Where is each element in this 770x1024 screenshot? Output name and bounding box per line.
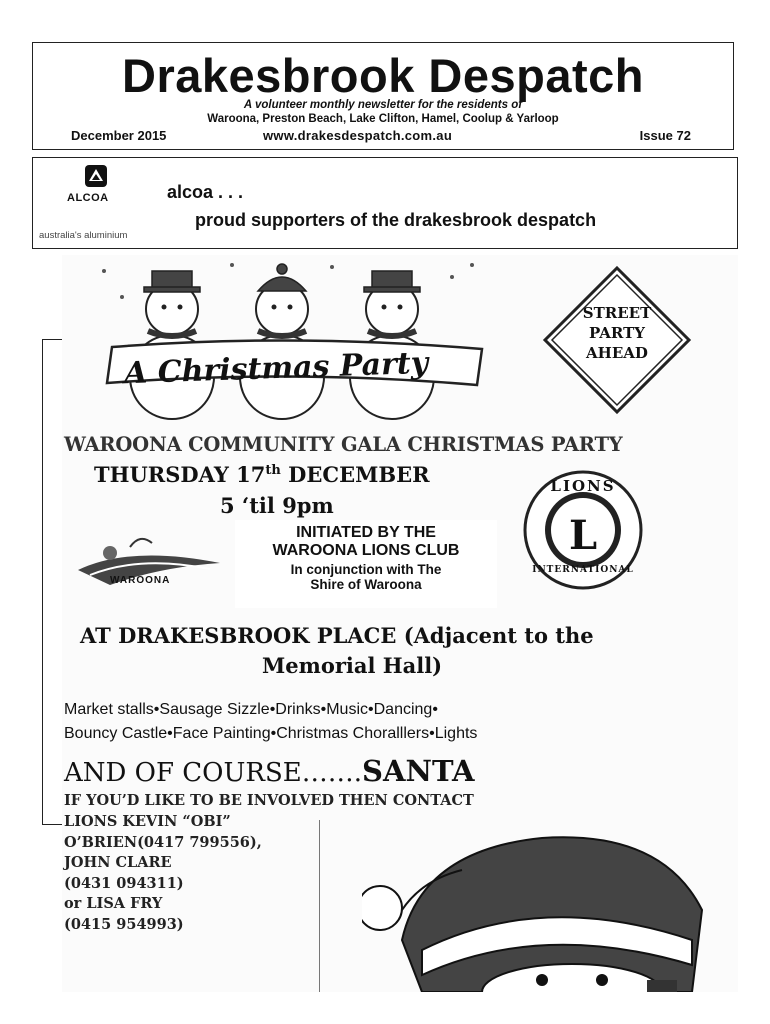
initiated-line-3: In conjunction with The — [290, 562, 442, 577]
shire-logo-text: WAROONA — [110, 575, 171, 586]
contact-line: O’BRIEN(0417 799556), — [64, 833, 262, 851]
contact-line: (0415 954993) — [64, 915, 184, 933]
contact-heading: IF YOU’D LIKE TO BE INVOLVED THEN CONTACT — [64, 792, 474, 809]
contact-line: (0431 094311) — [64, 874, 184, 892]
event-place-line-1: AT DRAKESBROOK PLACE (Adjacent to the — [80, 623, 594, 648]
divider-line — [319, 820, 320, 992]
event-time: 5 ‘til 9pm — [220, 493, 334, 518]
contact-bracket — [42, 339, 64, 825]
date-suffix: th — [265, 463, 281, 478]
activities-line-1: Market stalls•Sausage Sizzle•Drinks•Music•Dancing• — [64, 701, 438, 718]
newsletter-title: Drakesbrook Despatch — [122, 49, 644, 102]
masthead — [32, 42, 734, 150]
initiated-by-box — [235, 520, 497, 608]
sponsor-line-2: proud supporters of the drakesbrook despatch — [195, 210, 597, 230]
contact-details — [64, 812, 262, 935]
course-prefix: AND OF COURSE……. — [64, 758, 363, 788]
street-sign-text — [542, 303, 692, 363]
and-of-course-santa — [64, 754, 474, 788]
date-day: THURSDAY 17 — [94, 462, 266, 487]
contact-line: JOHN CLARE — [64, 854, 172, 871]
newsletter-tagline: A volunteer monthly newsletter for the residents of — [243, 99, 523, 111]
street-sign-line: PARTY — [589, 324, 645, 342]
sponsor-line-1: alcoa . . . — [167, 182, 244, 202]
activities-line-2: Bouncy Castle•Face Painting•Christmas Choralllers•Lights — [64, 725, 478, 742]
street-sign-line: STREET — [582, 304, 652, 322]
issue-number: Issue 72 — [639, 128, 691, 143]
lions-logo-bottom-text: INTERNATIONAL — [532, 565, 634, 575]
initiated-line-1: INITIATED BY THE — [296, 524, 436, 541]
christmas-party-banner: A Christmas Party — [123, 345, 429, 392]
gala-title: WAROONA COMMUNITY GALA CHRISTMAS PARTY — [64, 433, 623, 456]
alcoa-logo-subtext: australia's aluminium — [39, 230, 128, 241]
event-date — [94, 462, 430, 487]
date-month: DECEMBER — [280, 462, 430, 487]
contact-line: LIONS KEVIN “OBI” — [64, 813, 231, 830]
street-sign-line: AHEAD — [586, 344, 648, 362]
contact-line: or LISA FRY — [64, 895, 163, 912]
santa-illustration — [362, 830, 738, 992]
website-link[interactable]: www.drakesdespatch.com.au — [263, 128, 453, 143]
christmas-flyer — [62, 255, 738, 992]
event-place-line-2: Memorial Hall) — [262, 653, 443, 678]
newsletter-towns: Waroona, Preston Beach, Lake Clifton, Hamel, Coolup & Yarloop — [207, 113, 559, 125]
initiated-line-4: Shire of Waroona — [310, 577, 422, 592]
lions-logo-top-text: LIONS — [550, 477, 616, 495]
snowmen-illustration — [92, 257, 492, 425]
alcoa-logo-text: ALCOA — [67, 192, 109, 204]
santa-text: SANTA — [362, 754, 475, 788]
initiated-line-2: WAROONA LIONS CLUB — [272, 542, 460, 559]
issue-date: December 2015 — [71, 128, 167, 143]
sponsor-banner — [32, 157, 738, 249]
lions-logo-letter: L — [568, 512, 598, 559]
